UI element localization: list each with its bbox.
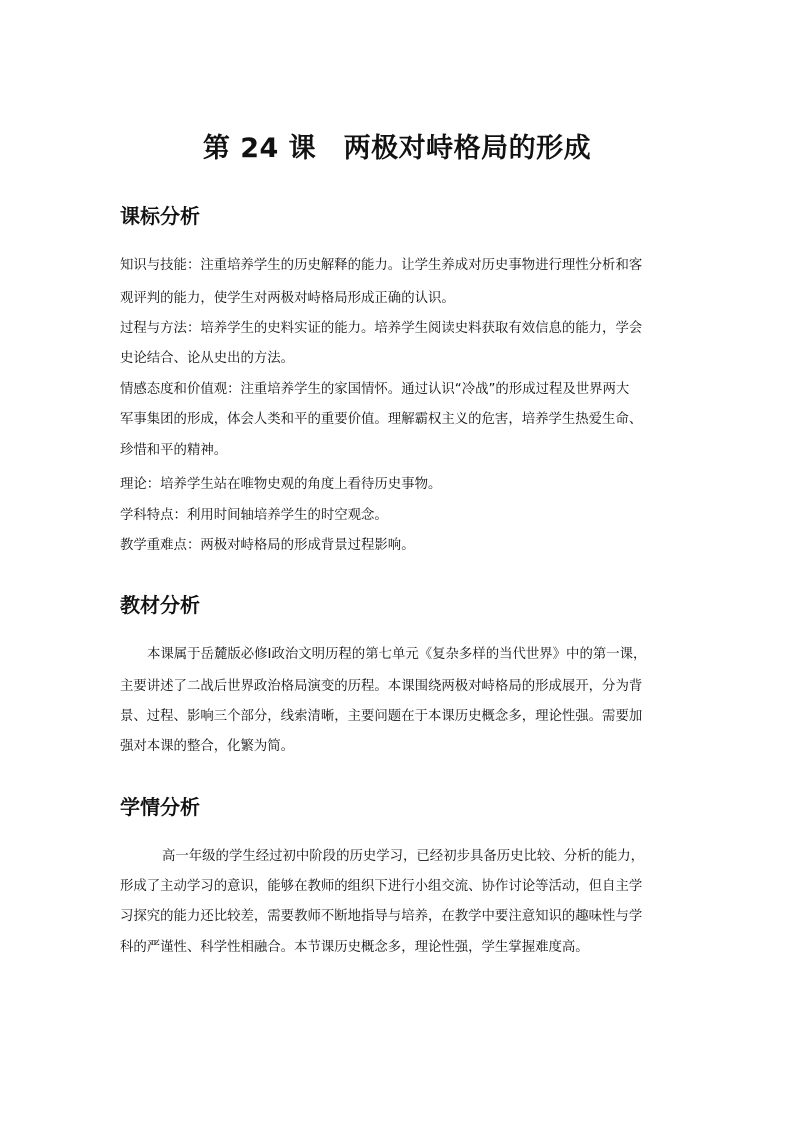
- section-paragraph-line: 习探究的能力还比较差，需要教师不断地指导与培养，在教学中要注意知识的趣味性与学: [120, 909, 643, 924]
- document-title: 第 24 课 两极对峙格局的形成: [202, 133, 592, 164]
- section-paragraph-line: 高一年级的学生经过初中阶段的历史学习，已经初步具备历史比较、分析的能力，: [162, 849, 645, 864]
- section-paragraph-line: 过程与方法：培养学生的史料实证的能力。培养学生阅读史料获取有效信息的能力，学会: [120, 321, 643, 336]
- section-heading-textbook-analysis: 教材分析: [120, 593, 200, 617]
- section-heading-curriculum-analysis: 课标分析: [120, 204, 200, 228]
- section-paragraph-line: 学科特点：利用时间轴培养学生的时空观念。: [120, 508, 388, 523]
- section-paragraph-line: 强对本课的整合，化繁为简。: [120, 739, 295, 754]
- section-heading-student-analysis: 学情分析: [120, 795, 200, 819]
- section-paragraph-line: 本课属于岳麓版必修Ⅰ政治文明历程的第七单元《复杂多样的当代世界》中的第一课，: [147, 647, 647, 662]
- section-paragraph-line: 景、过程、影响三个部分，线索清晰，主要问题在于本课历史概念多，理论性强。需要加: [120, 709, 643, 724]
- section-paragraph-line: 军事集团的形成，体会人类和平的重要价值。理解霸权主义的危害，培养学生热爱生命、: [120, 412, 643, 427]
- section-paragraph-line: 观评判的能力，使学生对两极对峙格局形成正确的认识。: [120, 291, 455, 306]
- section-paragraph-line: 史论结合、论从史出的方法。: [120, 351, 295, 366]
- section-paragraph-line: 形成了主动学习的意识，能够在教师的组织下进行小组交流、协作讨论等活动，但自主学: [120, 879, 643, 894]
- section-paragraph-line: 情感态度和价值观：注重培养学生的家国情怀。通过认识“冷战”的形成过程及世界两大: [120, 382, 630, 397]
- section-paragraph-line: 理论：培养学生站在唯物史观的角度上看待历史事物。: [120, 477, 442, 492]
- section-paragraph-line: 科的严谨性、科学性相融合。本节课历史概念多，理论性强，学生掌握难度高。: [120, 940, 589, 955]
- section-paragraph-line: 教学重难点：两极对峙格局的形成背景过程影响。: [120, 538, 415, 553]
- section-paragraph-line: 珍惜和平的精神。: [120, 443, 228, 458]
- section-paragraph-line: 主要讲述了二战后世界政治格局演变的历程。本课围绕两极对峙格局的形成展开，分为背: [120, 679, 643, 694]
- section-paragraph-line: 知识与技能：注重培养学生的历史解释的能力。让学生养成对历史事物进行理性分析和客: [120, 258, 643, 273]
